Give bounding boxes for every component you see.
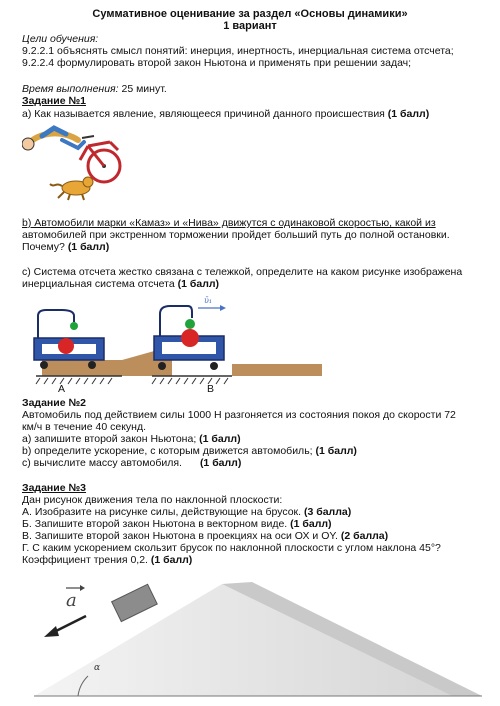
task1-a [22, 108, 429, 120]
task1-title: Задание №1 [22, 95, 87, 107]
task3-b-text: Б. Запишите второй закон Ньютона в векторном виде. [22, 518, 291, 530]
task2-b [22, 445, 357, 457]
task2-title: Задание №2 [22, 397, 87, 409]
cyclist-illustration [22, 122, 134, 202]
cart-a [34, 310, 172, 384]
task1-a-text: а) Как называется явление, являющееся причиной данного происшествия [22, 108, 388, 120]
task3-b-points: (1 балл) [290, 518, 332, 530]
task2-c [22, 457, 241, 469]
task1-b-text-1: b) Автомобили марки «Камаз» и «Нива» движутся с одинаковой скоростью, какой из [22, 217, 436, 229]
task2-b-text: b) определите ускорение, с которым движется автомобиль; [22, 445, 316, 457]
task1-b-line-3 [22, 241, 109, 253]
variant-label: 1 вариант [223, 20, 277, 32]
task3-c [22, 530, 388, 542]
task3-d-points: (1 балл) [150, 554, 193, 566]
task2-line-1: Автомобиль под действием силы 1000 Н разгоняется из состояния покоя до скорости 72 [22, 409, 456, 421]
time-row [22, 83, 167, 95]
document-title: Суммативное оценивание за раздел «Основы динамики» [92, 8, 408, 20]
task3-a-text: А. Изобразите на рисунке силы, действующие на брусок. [22, 506, 304, 518]
task2-a-points: (1 балл) [199, 433, 241, 445]
task2-a-text: а) запишите второй закон Ньютона; [22, 433, 200, 445]
task3-a [22, 506, 351, 518]
task1-b-line-2: автомобилей при экстренном торможении пройдет больший путь до полной остановки. [22, 229, 450, 241]
task1-b-points: (1 балл) [67, 241, 110, 253]
task3-intro: Дан рисунок движения тела по наклонной плоскости: [22, 494, 283, 506]
figure-label-a: А [58, 383, 66, 395]
task3-c-points: (2 балла) [340, 530, 389, 542]
time-value: 25 минут. [118, 83, 167, 95]
time-label: Время выполнения: [22, 83, 119, 95]
goal-line-1: 9.2.2.1 объяснять смысл понятий: инерция, инертность, инерциальная система отсчета; [22, 45, 454, 57]
task3-c-text: В. Запишите второй закон Ньютона в проекциях на оси ОХ и OY. [22, 530, 341, 542]
task1-a-points: (1 балл) [387, 108, 430, 120]
task2-c-text: с) вычислите массу автомобиля. [22, 457, 182, 469]
task1-c-points: (1 балл) [177, 278, 220, 290]
task3-title: Задание №3 [22, 482, 87, 494]
task1-b-line-1 [22, 217, 436, 229]
angle-label: α [94, 663, 101, 673]
task3-d-line-1: Г. С каким ускорением скользит брусок по наклонной плоскости с углом наклона 45°? [22, 542, 441, 554]
task1-b-text-3: Почему? [22, 241, 68, 253]
task1-c-line-1: с) Система отсчета жестко связана с тележкой, определите на каком рисунке изображена [22, 266, 463, 278]
task3-d-line-2 [22, 554, 192, 566]
inclined-plane-diagram [22, 578, 490, 702]
task3-d-text-2: Коэффициент трения 0,2. [22, 554, 151, 566]
acceleration-label: a [66, 590, 77, 611]
block [112, 584, 158, 621]
task2-b-points: (1 балл) [315, 445, 357, 457]
goals-label: Цели обучения: [22, 33, 99, 45]
velocity-label: ῡ₁ [204, 296, 213, 305]
figure-label-b: В [207, 383, 215, 395]
task3-b [22, 518, 332, 530]
task2-c-points: (1 балл) [199, 457, 242, 469]
cart-b [152, 296, 322, 384]
task2-line-2: км/ч в течение 40 секунд. [22, 421, 147, 433]
task2-a [22, 433, 241, 445]
task3-a-points: (3 балла) [303, 506, 352, 518]
acceleration-arrow [44, 616, 86, 637]
task1-c-line-2 [22, 278, 219, 290]
goal-line-2: 9.2.2.4 формулировать второй закон Ньютона и применять при решении задач; [22, 57, 412, 69]
carts-illustration [22, 292, 332, 392]
incline-surface [34, 584, 452, 696]
task1-c-text-2: инерциальная система отсчета [22, 278, 178, 290]
